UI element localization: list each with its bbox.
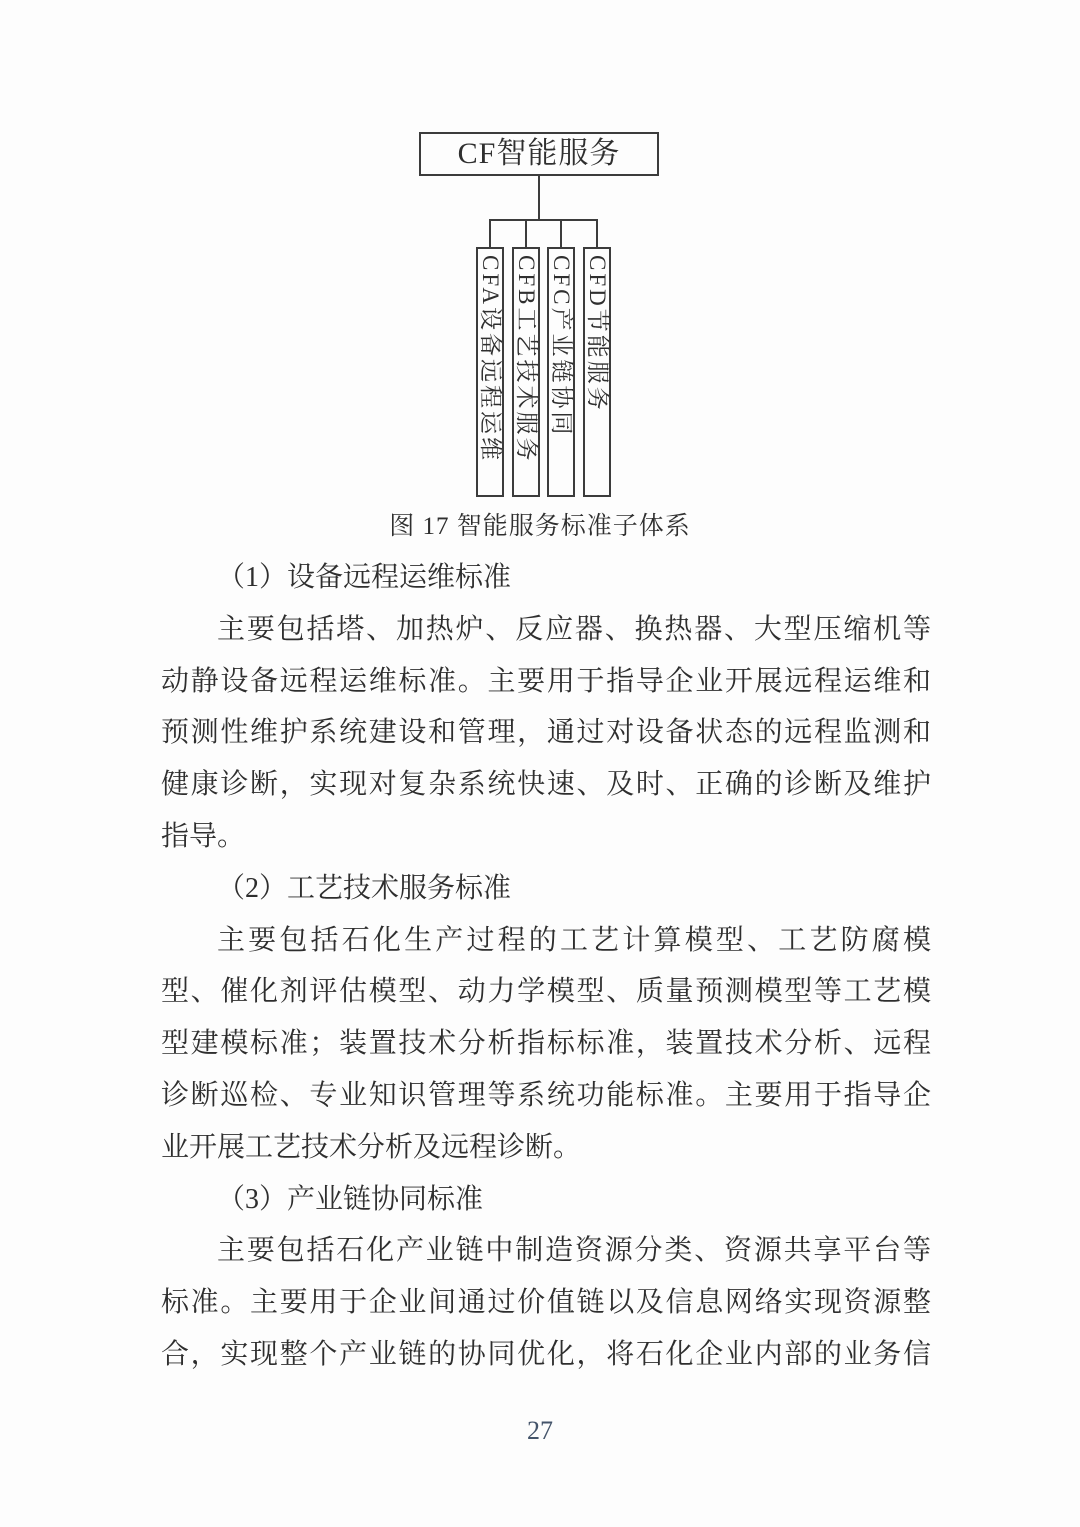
connector-stem-line [538,176,540,220]
section-3-heading: （3）产业链协同标准 [217,1183,484,1215]
subsystem-box-cfc [547,247,575,497]
body-line: 动静设备远程运维标准。主要用于指导企业开展远程运维和 [161,665,931,697]
body-line: 业开展工艺技术分析及远程诊断。 [161,1131,582,1163]
body-line: 型建模标准；装置技术分析指标标准，装置技术分析、远程 [161,1028,931,1060]
body-line: 健康诊断，实现对复杂系统快速、及时、正确的诊断及维护 [161,769,931,801]
body-line: 合，实现整个产业链的协同优化，将石化企业内部的业务信 [161,1338,931,1370]
subsystem-box-cfb [512,247,540,497]
section-1-heading: （1）设备远程运维标准 [217,562,512,593]
subsystem-label-cfc: CFC产业链协同 [549,255,574,438]
diagram-root-label: CF智能服务 [457,137,621,170]
body-line: 主要包括石化生产过程的工艺计算模型、工艺防腐模 [217,924,931,956]
diagram-root-box [419,132,659,176]
subsystem-box-cfd [583,247,611,497]
subsystem-label-cfa: CFA设备远程运维 [478,255,503,464]
body-line: 标准。主要用于企业间通过价值链以及信息网络实现资源整 [161,1287,931,1319]
connector-stub-line [560,220,562,247]
body-line: 指导。 [161,820,246,852]
page-number: 27 [527,1416,553,1445]
subsystem-label-cfd: CFD节能服务 [585,255,610,413]
connector-stub-line [525,220,527,247]
subsystem-label-cfb: CFB工艺技术服务 [514,255,539,464]
connector-horizontal-line [489,219,598,221]
connector-stub-line [489,220,491,247]
section-2-heading: （2）工艺技术服务标准 [217,872,512,904]
body-line: 型、催化剂评估模型、动力学模型、质量预测模型等工艺模 [161,976,931,1008]
body-text [161,552,931,1381]
figure-caption: 图 17 智能服务标准子体系 [389,513,691,540]
connector-stub-line [596,220,598,247]
body-line: 主要包括塔、加热炉、反应器、换热器、大型压缩机等 [217,613,931,645]
body-line: 预测性维护系统建设和管理，通过对设备状态的远程监测和 [161,717,931,749]
body-line: 诊断巡检、专业知识管理等系统功能标准。主要用于指导企 [161,1079,931,1111]
subsystem-box-cfa [476,247,504,497]
body-line: 主要包括石化产业链中制造资源分类、资源共享平台等 [217,1235,931,1267]
